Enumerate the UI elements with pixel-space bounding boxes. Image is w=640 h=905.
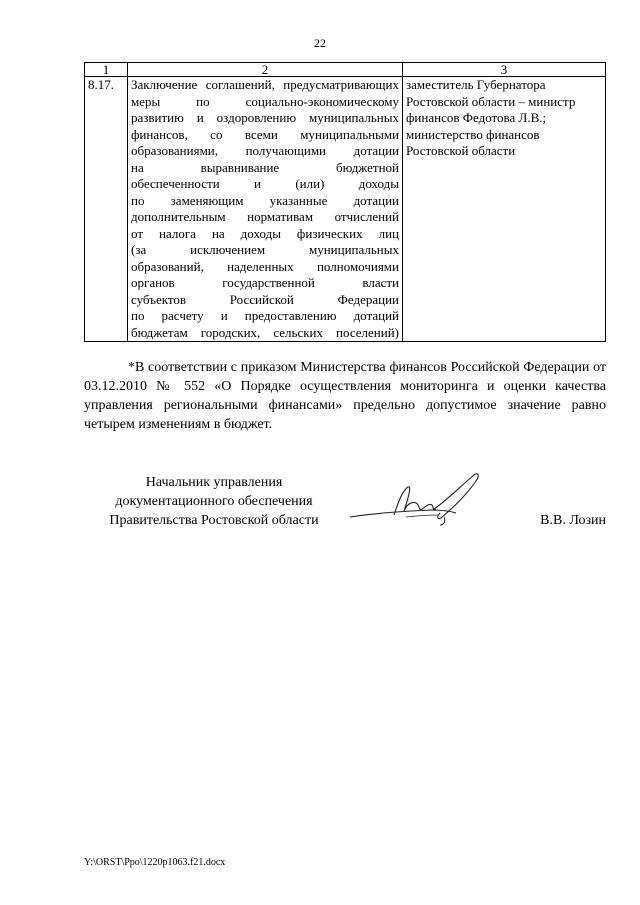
responsible-line: финансов Федотова Л.В.; (406, 110, 547, 125)
description-line: развитию и оздоровлению муниципальных (131, 110, 399, 125)
row-responsible (403, 77, 606, 342)
header-col-3: 3 (403, 63, 606, 77)
description-line: образованиями, получающими дотации (131, 143, 399, 158)
description-line: от налога на доходы физических лиц (131, 225, 399, 241)
signatory-title-line: Правительства Ростовской области (109, 513, 319, 528)
row-description (128, 77, 403, 342)
footnote: *В соответствии с приказом Министерства финансов Российской Федерации от 03.12.2010 № 552 «О Порядке осуществления мониторинга и оценки качества управления региональными финансами» предельно допустимое значение равно четырем изменениям в бюджет. (84, 360, 606, 432)
description-line: (за исключением муниципальных (131, 242, 399, 257)
signatory-name: В.В. Лозин (540, 513, 606, 528)
description-line: дополнительным нормативам отчислений (131, 209, 399, 224)
description-line: по заменяющим указанные дотации (131, 192, 399, 208)
description-line: на выравнивание бюджетной (131, 159, 399, 175)
description-line: меры по социально-экономическому (131, 93, 399, 109)
signatory-title-line: Начальник управления (145, 475, 283, 490)
description-line: обеспеченности и (или) доходы (131, 176, 399, 191)
signature-block (84, 473, 606, 543)
responsible-line: министерство финансов (406, 126, 540, 142)
description-line: образований, наделенных полномочиями (131, 258, 399, 274)
table-header-row (85, 63, 606, 77)
description-line: финансов, со всеми муниципальными (131, 126, 399, 142)
description-line: субъектов Российской Федерации (131, 291, 399, 307)
table-row (85, 77, 606, 342)
responsible-line: Ростовской области (406, 143, 516, 158)
description-line: бюджетам городских, сельских поселений) (131, 324, 399, 340)
description-line: Заключение соглашений, предусматривающих (131, 77, 399, 92)
signatory-title (84, 473, 344, 530)
row-number: 8.17. (85, 77, 128, 342)
responsible-line: Ростовской области – министр (406, 93, 576, 109)
handwritten-signature-icon (346, 467, 486, 535)
responsible-line: заместитель Губернатора (406, 77, 546, 92)
file-path: Y:\ORST\Ppo\1220p1063.f21.docx (84, 857, 226, 868)
description-line: по расчету и предоставлению дотаций (131, 308, 399, 323)
page-number: 22 (314, 36, 326, 50)
description-line: органов государственной власти (131, 275, 399, 290)
signatory-title-line: документационного обеспечения (115, 494, 313, 509)
header-col-1: 1 (85, 63, 128, 77)
header-col-2: 2 (128, 63, 403, 77)
measures-table (84, 62, 606, 342)
